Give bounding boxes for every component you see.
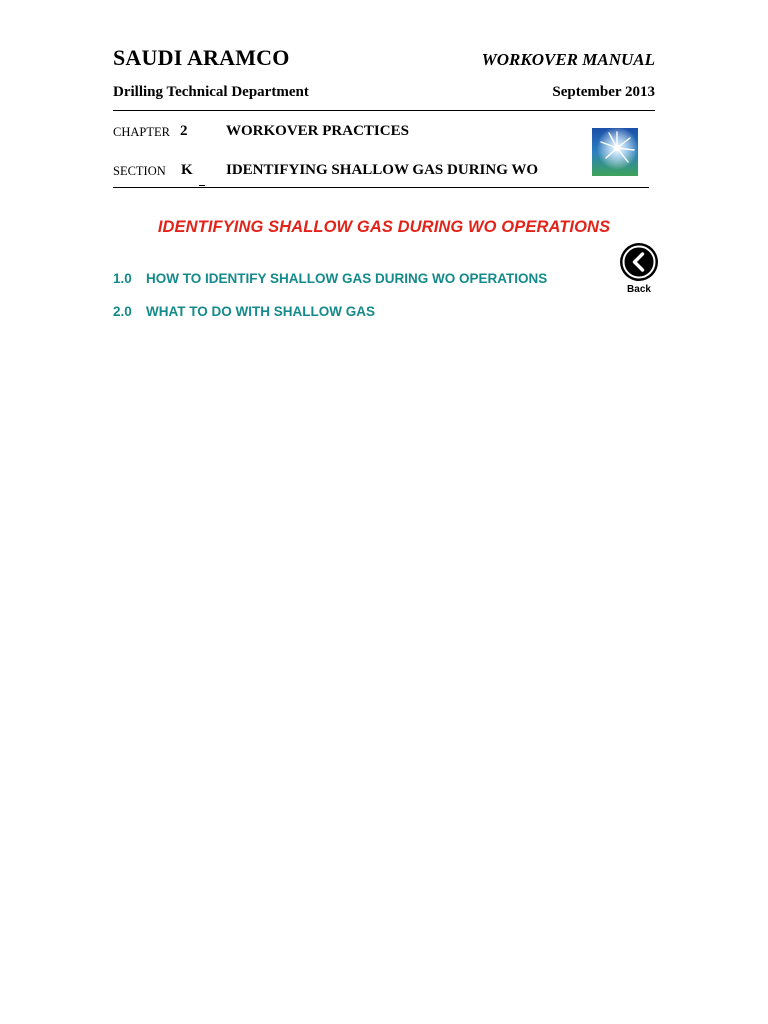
toc-link-2[interactable] (113, 304, 375, 319)
department-name: Drilling Technical Department (113, 84, 309, 100)
company-logo (592, 128, 638, 176)
saudi-aramco-logo-icon (592, 128, 638, 176)
toc-label: HOW TO IDENTIFY SHALLOW GAS DURING WO OPERATIONS (146, 271, 548, 286)
chapter-label: CHAPTER (113, 125, 170, 139)
page-title: IDENTIFYING SHALLOW GAS DURING WO OPERATIONS (157, 218, 611, 236)
divider-tick (199, 185, 205, 186)
header-bottom-divider (113, 187, 649, 188)
toc-label: WHAT TO DO WITH SHALLOW GAS (146, 304, 375, 319)
toc-link-1[interactable] (113, 271, 547, 286)
manual-title: WORKOVER MANUAL (481, 50, 655, 69)
chevron-left-icon (620, 243, 658, 281)
toc-number: 1.0 (113, 271, 132, 286)
section-label: SECTION (113, 164, 166, 178)
toc-number: 2.0 (113, 304, 132, 319)
chapter-title: WORKOVER PRACTICES (226, 123, 409, 139)
back-circle (620, 243, 658, 281)
back-label: Back (627, 284, 651, 295)
back-button[interactable] (619, 243, 659, 299)
section-letter: K (181, 162, 193, 178)
header-divider (113, 110, 655, 111)
section-title: IDENTIFYING SHALLOW GAS DURING WO (226, 162, 539, 178)
chapter-number: 2 (180, 123, 188, 139)
publication-date: September 2013 (552, 84, 655, 100)
company-name: SAUDI ARAMCO (113, 45, 290, 70)
